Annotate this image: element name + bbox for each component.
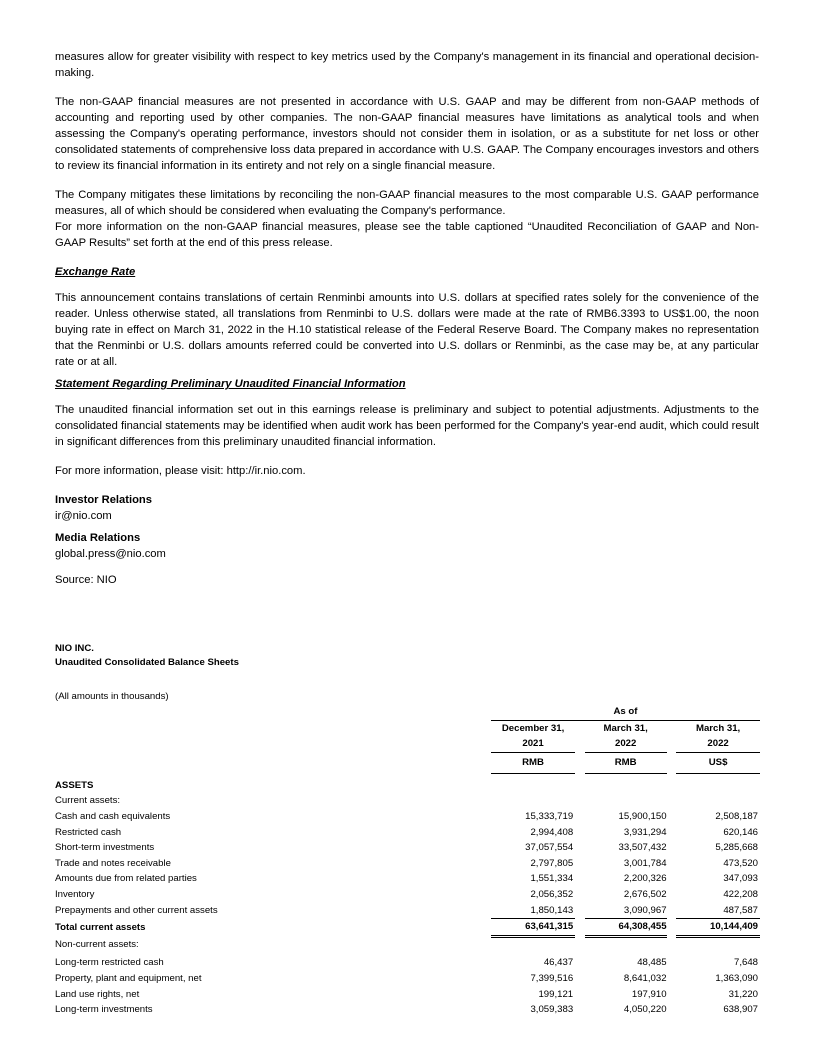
row-label: Long-term investments xyxy=(55,1004,153,1016)
row-value-col3: 422,208 xyxy=(723,888,758,900)
row-value-col3: 487,587 xyxy=(723,904,758,916)
row-value-col3: 10,144,409 xyxy=(676,919,760,937)
row-label: Inventory xyxy=(55,888,95,900)
as-of-row xyxy=(55,704,760,720)
row-value-col3: 7,648 xyxy=(733,957,758,969)
current-assets-heading-row xyxy=(55,793,760,809)
media-relations-title: Media Relations xyxy=(55,532,141,544)
col2-date: March 31, xyxy=(603,722,648,734)
balance-sheet-section xyxy=(55,642,760,1016)
paragraph-metrics: measures allow for greater visibility with respect to key metrics used by the Company's management in its financial and operational decision-making. xyxy=(55,51,759,79)
company-name: NIO INC. xyxy=(55,643,94,654)
row-label: Restricted cash xyxy=(55,826,122,838)
row-label: Amounts due from related parties xyxy=(55,873,197,885)
amounts-note: (All amounts in thousands) xyxy=(55,691,169,702)
row-value-col2: 64,308,455 xyxy=(585,919,667,937)
as-of-label: As of xyxy=(491,704,760,720)
balance-sheet-title: Unaudited Consolidated Balance Sheets xyxy=(55,657,239,668)
row-label: Land use rights, net xyxy=(55,988,140,1000)
row-value-col3: 638,907 xyxy=(723,1004,758,1016)
row-label: Cash and cash equivalents xyxy=(55,810,171,822)
row-value-col3: 620,146 xyxy=(723,826,758,838)
current-asset-row xyxy=(55,856,760,872)
row-value-col1: 2,056,352 xyxy=(530,888,574,900)
current-asset-row xyxy=(55,840,760,856)
total-current-assets-row xyxy=(55,919,760,937)
row-label: Property, plant and equipment, net xyxy=(55,972,202,984)
row-label: Trade and notes receivable xyxy=(55,857,171,869)
exchange-rate-text: This announcement contains translations of certain Renminbi amounts into U.S. dollars at specified rates solely for the convenience of the reader. Unless otherwise stated, all translations from Renminbi to U.S. dollars were made at the rate of RMB6.3393 to US$1.00, the noon buying rate in effect on March 31, 2022 in the H.10 statistical release of the Federal Reserve Board. The Company makes no representation that the Renminbi or U.S. dollars amounts referred could be converted into U.S. dollars or Renminbi, as the case may be, at any particular rate or at all. xyxy=(55,292,759,368)
row-value-col2: 2,200,326 xyxy=(623,873,667,885)
row-label: Short-term investments xyxy=(55,842,155,854)
row-value-col2: 3,001,784 xyxy=(623,857,667,869)
row-label: Prepayments and other current assets xyxy=(55,904,218,916)
statement-heading: Statement Regarding Preliminary Unaudited Financial Information xyxy=(55,378,406,390)
current-asset-row xyxy=(55,871,760,887)
current-asset-row xyxy=(55,903,760,919)
balance-sheet-table xyxy=(55,704,760,1018)
row-value-col1: 199,121 xyxy=(538,988,574,1000)
row-value-col2: 8,641,032 xyxy=(623,972,667,984)
exchange-rate-heading: Exchange Rate xyxy=(55,266,136,278)
row-value-col2: 15,900,150 xyxy=(618,810,667,822)
row-value-col1: 2,994,408 xyxy=(530,826,574,838)
current-asset-row xyxy=(55,809,760,825)
col3-date: March 31, xyxy=(695,722,741,734)
current-asset-row xyxy=(55,887,760,903)
row-value-col1: 1,551,334 xyxy=(530,873,574,885)
row-value-col3: 2,508,187 xyxy=(715,810,758,822)
paragraph-non-gaap-limitations: The non-GAAP financial measures are not presented in accordance with U.S. GAAP and may be different from non-GAAP methods of accounting and reporting used by other companies. The non-GAAP financial measures have limitations as analytical tools and when assessing the Company's operating performance, investors should not consider them in isolation, or as a substitute for net loss or other consolidated statements of comprehensive loss data prepared in accordance with U.S. GAAP. The Company encourages investors and others to review its financial information in its entirety and not rely on a single financial measure. xyxy=(55,96,759,172)
column-currency xyxy=(55,752,760,773)
row-value-col1: 1,850,143 xyxy=(530,904,574,916)
investor-relations-email[interactable]: ir@nio.com xyxy=(55,510,112,522)
column-date-line1 xyxy=(55,720,760,736)
noncurrent-asset-row xyxy=(55,1002,760,1018)
row-value-col3: 1,363,090 xyxy=(715,972,758,984)
column-date-line2 xyxy=(55,736,760,752)
row-value-col1: 7,399,516 xyxy=(530,972,574,984)
row-value-col2: 33,507,432 xyxy=(618,842,667,854)
investor-relations-title: Investor Relations xyxy=(55,494,152,506)
noncurrent-assets-heading-label: Non-current assets: xyxy=(55,938,139,950)
current-asset-row xyxy=(55,825,760,841)
row-value-col1: 37,057,554 xyxy=(525,842,574,854)
noncurrent-asset-row xyxy=(55,955,760,971)
row-value-col1: 46,437 xyxy=(543,957,574,969)
row-value-col2: 197,910 xyxy=(631,988,667,1000)
source-line: Source: NIO xyxy=(55,574,117,586)
row-value-col2: 4,050,220 xyxy=(623,1004,667,1016)
col3-year: 2022 xyxy=(676,736,760,752)
row-value-col3: 473,520 xyxy=(723,857,758,869)
row-value-col2: 3,931,294 xyxy=(623,826,667,838)
row-value-col2: 48,485 xyxy=(637,957,667,969)
col2-currency: RMB xyxy=(585,752,667,773)
more-info-link[interactable]: For more information, please visit: http://ir.nio.com. xyxy=(55,465,306,477)
row-value-col2: 2,676,502 xyxy=(623,888,667,900)
row-value-col3: 5,285,668 xyxy=(715,842,758,854)
col1-year: 2021 xyxy=(491,736,575,752)
paragraph-more-info-non-gaap: For more information on the non-GAAP financial measures, please see the table captioned “Unaudited Reconciliation of GAAP and Non-GAAP Results” set forth at the end of this press release. xyxy=(55,221,759,249)
row-value-col1: 63,641,315 xyxy=(491,919,575,937)
noncurrent-assets-heading xyxy=(55,936,760,953)
statement-text: The unaudited financial information set out in this earnings release is preliminary and subject to potential adjustments. Adjustments to the consolidated financial statements may be identified when audit work has been performed for the Company's year-end audit, which could result in significant differences from this preliminary unaudited financial information. xyxy=(55,404,759,448)
assets-heading-row xyxy=(55,778,760,794)
current-assets-heading: Current assets: xyxy=(55,795,121,807)
noncurrent-asset-row xyxy=(55,971,760,987)
col2-year: 2022 xyxy=(585,736,667,752)
assets-heading: ASSETS xyxy=(55,779,94,791)
row-value-col1: 2,797,805 xyxy=(530,857,574,869)
row-value-col2: 3,090,967 xyxy=(623,904,667,916)
row-label: Long-term restricted cash xyxy=(55,957,164,969)
row-label: Total current assets xyxy=(55,921,146,933)
noncurrent-asset-row xyxy=(55,987,760,1003)
row-value-col3: 347,093 xyxy=(723,873,758,885)
row-value-col3: 31,220 xyxy=(728,988,758,1000)
row-value-col1: 15,333,719 xyxy=(525,810,574,822)
paragraph-reconciling: The Company mitigates these limitations by reconciling the non-GAAP financial measures to the most comparable U.S. GAAP performance measures, all of which should be considered when evaluating the Company's performance. xyxy=(55,189,759,217)
press-release-body xyxy=(55,49,759,588)
col1-date: December 31, xyxy=(501,722,565,734)
media-relations-email[interactable]: global.press@nio.com xyxy=(55,548,166,560)
col3-currency: US$ xyxy=(676,752,760,773)
row-value-col1: 3,059,383 xyxy=(530,1004,574,1016)
col1-currency: RMB xyxy=(491,752,575,773)
